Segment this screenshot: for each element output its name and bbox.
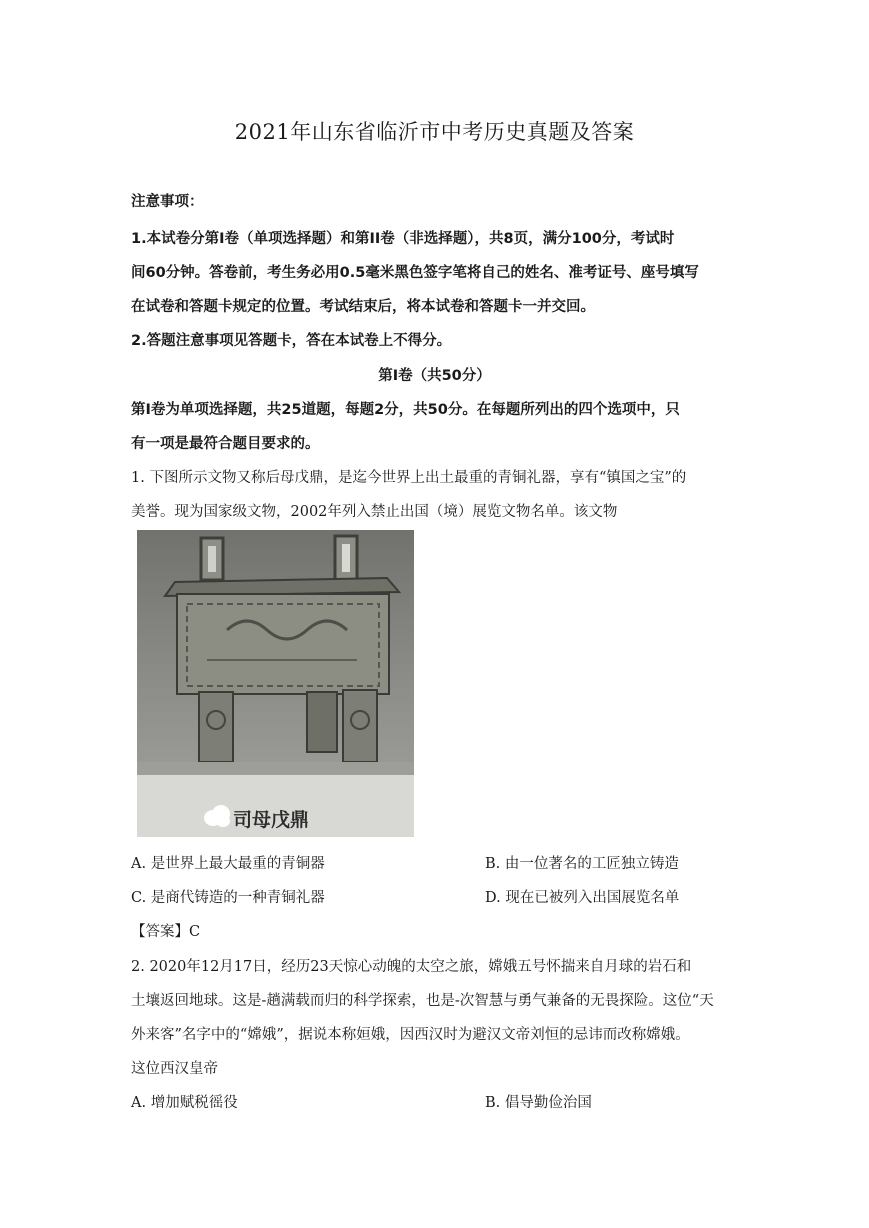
bronze-ding-photo	[137, 530, 414, 837]
notice-heading: 注意事项：	[131, 194, 204, 210]
question-1-option-b: B. 由一位著名的工匠独立铸造	[485, 856, 679, 872]
question-2-line-1: 2. 2020年12月17日，经历23天惊心动魄的太空之旅，嫦娥五号怀揣来自月球的岩石和	[131, 959, 692, 975]
question-1-option-a: A. 是世界上最大最重的青铜器	[131, 856, 325, 872]
notice-item-1-line-1: 1.本试卷分第Ⅰ卷（单项选择题）和第II卷（非选择题），共8页，满分100分，考试时	[131, 231, 675, 247]
notice-item-1-line-2: 间60分钟。答卷前，考生务必用0.5毫米黑色签字笔将自己的姓名、准考证号、座号填写	[131, 265, 699, 281]
section-description-line-2: 有一项是最符合题目要求的。	[131, 436, 320, 452]
question-2-line-4: 这位西汉皇帝	[131, 1061, 218, 1077]
question-1-line-1: 1. 下图所示文物又称后母戊鼎，是迄今世界上出土最重的青铜礼器，享有“镇国之宝”的	[131, 470, 687, 486]
section-title: 第Ⅰ卷（共50分）	[378, 368, 491, 384]
question-2-line-2: 土壤返回地球。这是-趟满载而归的科学探索，也是-次智慧与勇气兼备的无畏探险。这位“天	[131, 993, 714, 1009]
question-1-option-d: D. 现在已被列入出国展览名单	[485, 890, 680, 906]
question-2-line-3: 外来客”名字中的“嫦娥”，据说本称姮娥，因西汉时为避汉文帝刘恒的忌讳而改称嫦娥。	[131, 1027, 690, 1043]
notice-item-1-line-3: 在试卷和答题卡规定的位置。考试结束后，将本试卷和答题卡一并交回。	[131, 299, 595, 315]
ding-vessel-illustration	[137, 530, 414, 775]
question-1-option-c: C. 是商代铸造的一种青铜礼器	[131, 890, 325, 906]
question-2-option-b: B. 倡导勤俭治国	[485, 1095, 592, 1111]
question-1-answer: 【答案】C	[131, 924, 201, 940]
section-description-line-1: 第Ⅰ卷为单项选择题，共25道题，每题2分，共50分。在每题所列出的四个选项中，只	[131, 402, 680, 418]
question-1-line-2: 美誉。现为国家级文物，2002年列入禁止出国（境）展览文物名单。该文物	[131, 504, 618, 520]
cloud-stamp-icon	[203, 802, 231, 828]
photo-caption: 司母戊鼎	[233, 809, 310, 831]
notice-item-2: 2.答题注意事项见答题卡，答在本试卷上不得分。	[131, 333, 452, 349]
question-2-option-a: A. 增加赋税徭役	[131, 1095, 238, 1111]
document-title: 2021年山东省临沂市中考历史真题及答案	[234, 120, 635, 144]
